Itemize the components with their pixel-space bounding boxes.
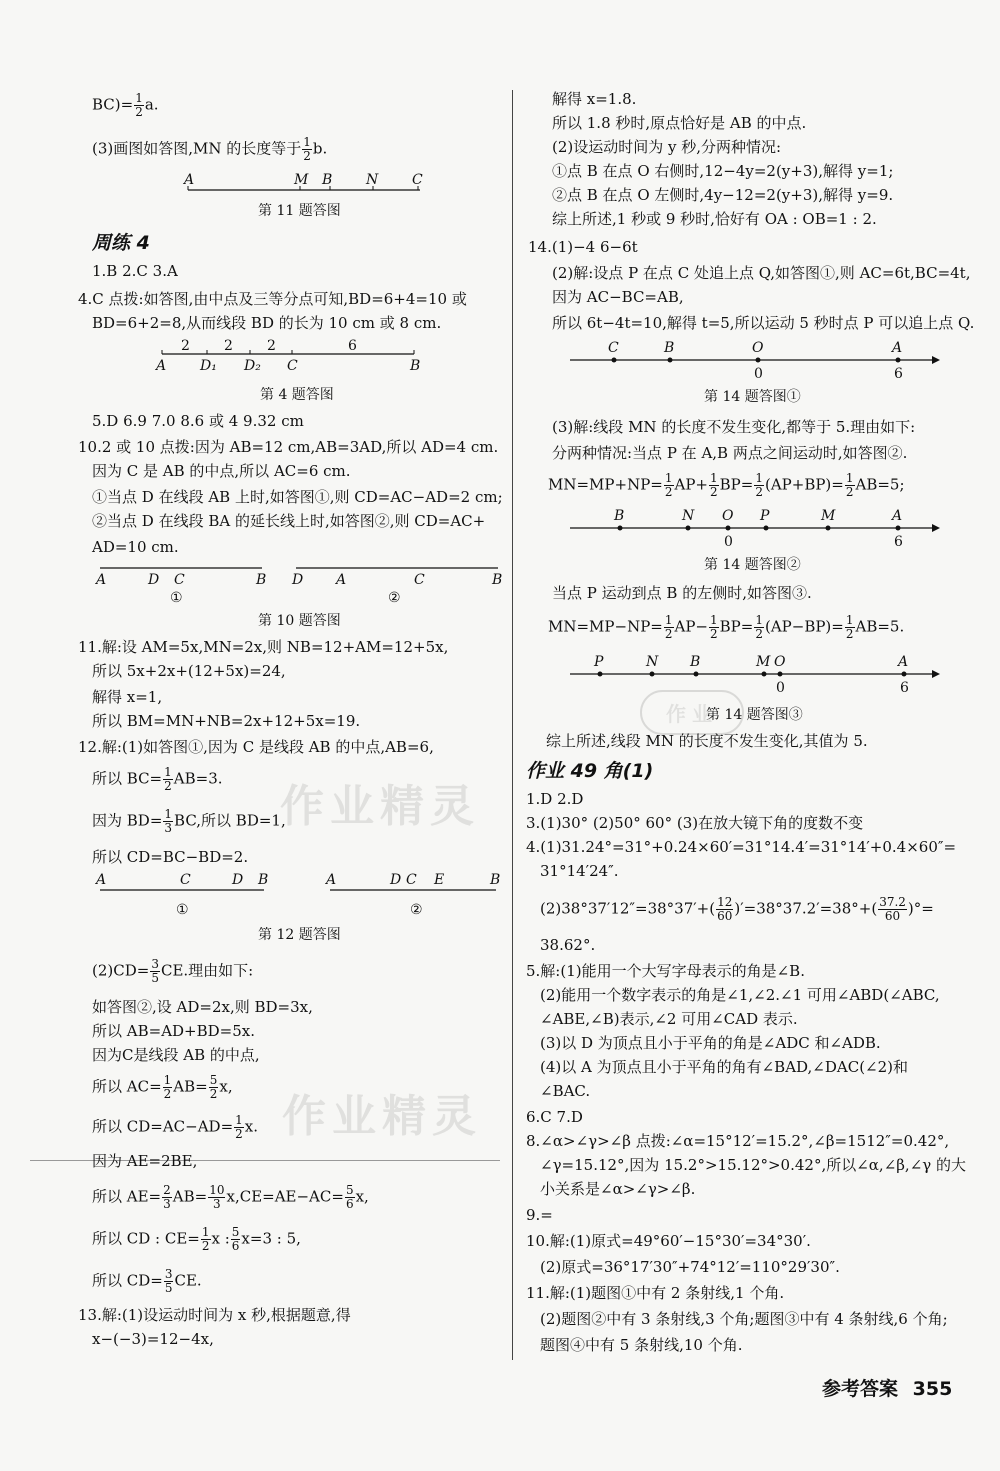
line: 5.解:(1)能用一个大写字母表示的角是∠B. [526, 962, 805, 980]
figure-4 [152, 336, 432, 376]
line: 综上所述,线段 MN 的长度不发生变化,其值为 5. [546, 732, 868, 750]
svg-text:0: 0 [776, 680, 785, 696]
line: 所以 BM=MN+NB=2x+12+5x=19. [92, 712, 361, 730]
point-label: C [412, 172, 423, 188]
figure-caption: 第 4 题答图 [260, 387, 334, 403]
line: 14.(1)−4 6−6t [528, 238, 638, 256]
circled-number: ② [388, 590, 401, 606]
line: 如答图②,设 AD=2x,则 BD=3x, [92, 998, 313, 1016]
page-number: 355 [912, 1378, 953, 1400]
svg-text:B: B [614, 508, 625, 524]
point-label: A [184, 172, 195, 188]
column-divider [512, 90, 513, 1360]
line: (3)解:线段 MN 的长度不发生变化,都等于 5.理由如下: [552, 418, 916, 436]
point-label: D₁ [200, 358, 217, 374]
svg-text:C: C [406, 872, 417, 888]
line: (2)设运动时间为 y 秒,分两种情况: [552, 138, 782, 156]
figure-10b [288, 558, 508, 608]
line: 所以 CD= $\frac{3}{5}$ CE. [92, 1267, 202, 1295]
figure-caption: 第 12 题答图 [258, 927, 341, 943]
line: 10.2 或 10 点拨:因为 AB=12 cm,AB=3AD,所以 AD=4 cm. [78, 438, 499, 456]
point-label: D₂ [244, 358, 261, 374]
svg-text:A: A [96, 872, 107, 888]
svg-text:M: M [821, 508, 836, 524]
line: (2)能用一个数字表示的角是∠1,∠2.∠1 可用∠ABD(∠ABC, [540, 986, 940, 1004]
point-label: C [287, 358, 298, 374]
svg-text:P: P [594, 654, 604, 670]
point-label: B [322, 172, 333, 188]
line: MN=MP+NP= $\frac{1}{2}$ AP+ $\frac{1}{2}$ BP= $\frac{1}{2}$ (AP+BP)= $\frac{1}{2}$ AB=5; [548, 471, 905, 499]
svg-text:O: O [722, 508, 734, 524]
line: ∠γ=15.12°,因为 15.2°>15.12°>0.42°,所以∠α,∠β,∠γ 的大 [540, 1156, 966, 1174]
line: 所以 5x+2x+(12+5x)=24, [92, 662, 286, 680]
line: ②点 B 在点 O 左侧时,4y−12=2(y+3),解得 y=9. [552, 186, 894, 204]
line: 因为 AE=2BE, [92, 1152, 198, 1170]
figure-12a [92, 872, 282, 922]
svg-text:M: M [756, 654, 771, 670]
line: 5.D 6.9 7.0 8.6 或 4 9.32 cm [92, 412, 304, 430]
segment-length: 2 [224, 338, 233, 354]
line: 13.解:(1)设运动时间为 x 秒,根据题意,得 [78, 1306, 351, 1324]
line: ①点 B 在点 O 右侧时,12−4y=2(y+3),解得 y=1; [552, 162, 894, 180]
figure-caption: 第 11 题答图 [258, 203, 341, 219]
figure-11 [180, 172, 440, 202]
svg-text:A: A [898, 654, 909, 670]
svg-text:6: 6 [900, 680, 909, 696]
svg-text:A: A [892, 508, 903, 524]
line: ∠BAC. [540, 1082, 591, 1100]
line: 因为 AC−BC=AB, [552, 288, 684, 306]
figure-caption: 第 10 题答图 [258, 613, 341, 629]
line: (2)CD= $\frac{3}{5}$ CE.理由如下: [92, 957, 254, 985]
line: 因为 C 是 AB 的中点,所以 AC=6 cm. [92, 462, 351, 480]
svg-text:A: A [892, 340, 903, 356]
line: 1.B 2.C 3.A [92, 262, 178, 280]
svg-text:A: A [336, 572, 347, 588]
line: 3.(1)30° (2)50° 60° (3)在放大镜下角的度数不变 [526, 814, 864, 832]
figure-caption: 第 14 题答图② [704, 557, 801, 573]
svg-text:B: B [690, 654, 701, 670]
line: 因为C是线段 AB 的中点, [92, 1046, 260, 1064]
svg-text:D: D [232, 872, 244, 888]
svg-text:E: E [434, 872, 445, 888]
line: 11.解:(1)题图①中有 2 条射线,1 个角. [526, 1284, 785, 1302]
segment-length: 2 [267, 338, 276, 354]
line: 小关系是∠α>∠γ>∠β. [540, 1180, 696, 1198]
line: (2)解:设点 P 在点 C 处追上点 Q,如答图①,则 AC=6t,BC=4t, [552, 264, 971, 282]
line: AD=10 cm. [92, 538, 179, 556]
point-label: B [410, 358, 421, 374]
line: 4.(1)31.24°=31°+0.24×60′=31°14.4′=31°14′+0.4×60″= [526, 838, 957, 856]
point-label: N [366, 172, 379, 188]
svg-text:B: B [258, 872, 269, 888]
segment-length: 6 [348, 338, 357, 354]
line: (3)画图如答图,MN 的长度等于 $\frac{1}{2}$ b. [92, 135, 328, 163]
line: 解得 x=1, [92, 688, 163, 706]
line: 题图④中有 5 条射线,10 个角. [540, 1336, 743, 1354]
figure-14a-number-line [570, 338, 950, 384]
svg-text:A: A [96, 572, 107, 588]
line: (2)题图②中有 3 条射线,3 个角;题图③中有 4 条射线,6 个角; [540, 1310, 948, 1328]
svg-text:A: A [326, 872, 337, 888]
svg-text:6: 6 [894, 534, 903, 550]
line: (2)38°37′12″=38°37′+( $\frac{12}{60}$ )′=38°37.2′=38°+( $\frac{37.2}{60}$ )°= [540, 895, 934, 923]
line: (4)以 A 为顶点且小于平角的角有∠BAD,∠DAC(∠2)和 [540, 1058, 909, 1076]
line: 所以 CD : CE= $\frac{1}{2}$ x : $\frac{5}{6}$ x=3 : 5, [92, 1225, 301, 1253]
line: 1.D 2.D [526, 790, 584, 808]
line: (3)以 D 为顶点且小于平角的角是∠ADC 和∠ADB. [540, 1034, 881, 1052]
figure-12b [322, 872, 512, 922]
line: 9.= [526, 1206, 553, 1224]
line: 所以 6t−4t=10,解得 t=5,所以运动 5 秒时点 P 可以追上点 Q. [552, 314, 975, 332]
line: x−(−3)=12−4x, [92, 1330, 214, 1348]
svg-text:C: C [608, 340, 619, 356]
line: 所以 CD=AC−AD= $\frac{1}{2}$ x. [92, 1113, 259, 1141]
line: 所以 AC= $\frac{1}{2}$ AB= $\frac{5}{2}$ x, [92, 1073, 233, 1101]
line: BC)= $\frac{1}{2}$ a. [92, 91, 159, 119]
svg-text:C: C [174, 572, 185, 588]
line: 所以 BC= $\frac{1}{2}$ AB=3. [92, 765, 223, 793]
line: 所以 1.8 秒时,原点恰好是 AB 的中点. [552, 114, 807, 132]
figure-caption: 第 14 题答图③ [706, 707, 803, 723]
line: 分两种情况:当点 P 在 A,B 两点之间运动时,如答图②. [552, 444, 908, 462]
svg-text:D: D [292, 572, 304, 588]
watermark: 作业精灵 [280, 781, 480, 832]
svg-text:N: N [646, 654, 659, 670]
watermark: 作业精灵 [282, 1091, 482, 1142]
figure-14b-number-line [570, 506, 950, 552]
fraction: $\frac{1}{2}$ [135, 91, 143, 119]
line: 38.62°. [540, 936, 596, 954]
svg-text:6: 6 [894, 366, 903, 382]
section-title: 周练 4 [92, 232, 150, 254]
page-footer [822, 1374, 952, 1401]
svg-text:①: ① [176, 902, 189, 918]
svg-text:C: C [180, 872, 191, 888]
svg-text:D: D [390, 872, 402, 888]
line: 综上所述,1 秒或 9 秒时,恰好有 OA : OB=1 : 2. [552, 210, 877, 228]
svg-text:O: O [752, 340, 764, 356]
footer-label: 参考答案 [822, 1378, 899, 1400]
circled-number: ① [170, 590, 183, 606]
watermark-stamp: 作业 [640, 690, 744, 735]
line: ①当点 D 在线段 AB 上时,如答图①,则 CD=AC−AD=2 cm; [92, 488, 503, 506]
section-title: 作业 49 角(1) [526, 760, 654, 782]
svg-text:O: O [774, 654, 786, 670]
line: 6.C 7.D [526, 1108, 583, 1126]
svg-text:B: B [256, 572, 267, 588]
point-label: M [294, 172, 309, 188]
figure-14c-number-line [570, 652, 950, 698]
svg-text:B: B [492, 572, 503, 588]
figure-caption: 第 14 题答图① [704, 389, 801, 405]
svg-text:D: D [148, 572, 160, 588]
line: 12.解:(1)如答图①,因为 C 是线段 AB 的中点,AB=6, [78, 738, 434, 756]
line: ②当点 D 在线段 BA 的延长线上时,如答图②,则 CD=AC+ [92, 512, 486, 530]
line: MN=MP−NP= $\frac{1}{2}$ AP− $\frac{1}{2}$ BP= $\frac{1}{2}$ (AP−BP)= $\frac{1}{2}$ AB=5. [548, 613, 905, 641]
svg-text:0: 0 [724, 534, 733, 550]
svg-text:B: B [664, 340, 675, 356]
svg-text:0: 0 [754, 366, 763, 382]
svg-text:B: B [490, 872, 501, 888]
svg-text:C: C [414, 572, 425, 588]
line: 因为 BD= $\frac{1}{3}$ BC,所以 BD=1, [92, 807, 286, 835]
fraction: $\frac{1}{2}$ [303, 135, 311, 163]
line: 所以 CD=BC−BD=2. [92, 848, 249, 866]
figure-10a [92, 558, 282, 608]
line: 31°14′24″. [540, 862, 619, 880]
segment-length: 2 [181, 338, 190, 354]
point-label: A [156, 358, 167, 374]
line: BD=6+2=8,从而线段 BD 的长为 10 cm 或 8 cm. [92, 314, 442, 332]
svg-text:N: N [682, 508, 695, 524]
line: 所以 AB=AD+BD=5x. [92, 1022, 256, 1040]
line: 4.C 点拨:如答图,由中点及三等分点可知,BD=6+4=10 或 [78, 290, 467, 308]
line: 所以 AE= $\frac{2}{3}$ AB= $\frac{10}{3}$ x,CE=AE−AC= $\frac{5}{6}$ x, [92, 1183, 369, 1211]
line: 解得 x=1.8. [552, 90, 637, 108]
svg-text:②: ② [410, 902, 423, 918]
line: (2)原式=36°17′30″+74°12′=110°29′30″. [540, 1258, 840, 1276]
svg-text:P: P [760, 508, 770, 524]
line: 11.解:设 AM=5x,MN=2x,则 NB=12+AM=12+5x, [78, 638, 449, 656]
line: 当点 P 运动到点 B 的左侧时,如答图③. [552, 584, 812, 602]
line: ∠ABE,∠B)表示,∠2 可用∠CAD 表示. [540, 1010, 798, 1028]
line: 8.∠α>∠γ>∠β 点拨:∠α=15°12′=15.2°,∠β=1512″=0.42°, [526, 1132, 950, 1150]
line: 10.解:(1)原式=49°60′−15°30′=34°30′. [526, 1232, 811, 1250]
